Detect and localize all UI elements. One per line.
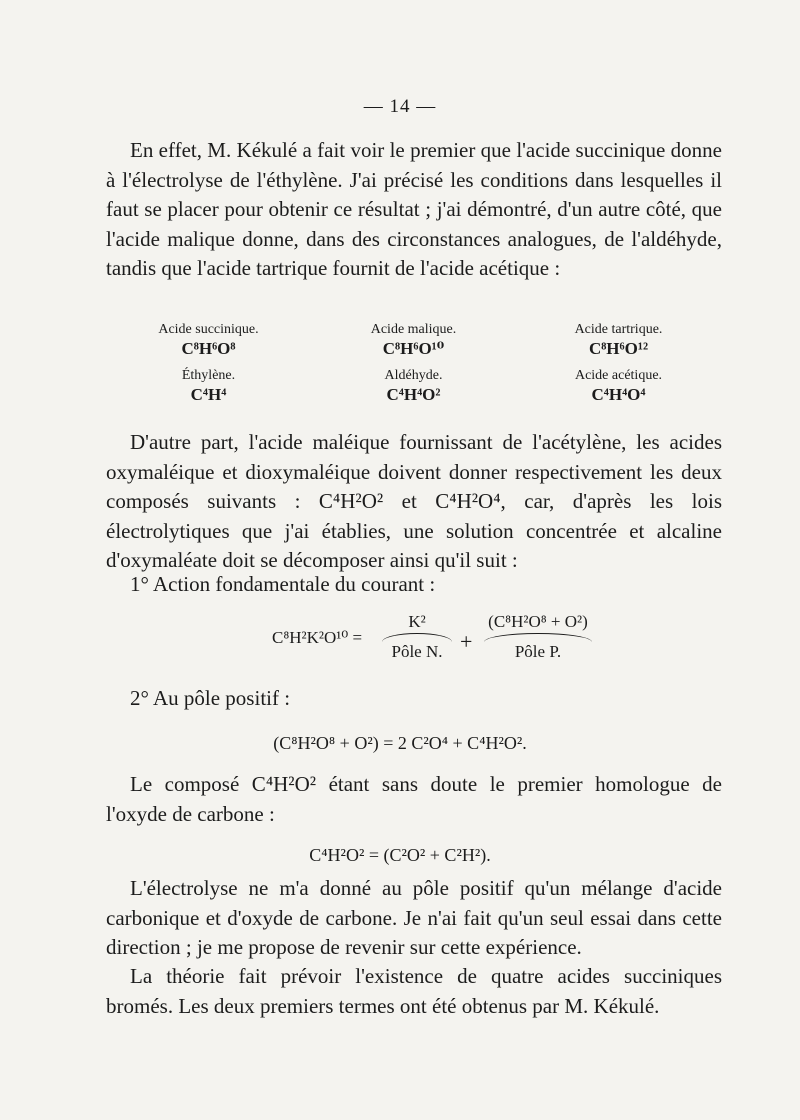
table-name: Acide tartrique. [574,322,663,337]
paragraph-5 [106,962,722,1021]
paragraph-2 [106,428,722,576]
table-name: Acide acétique. [574,368,663,383]
brace-icon [382,633,452,642]
paragraph-4-text: L'électrolyse ne m'a donné au pôle positif qu'un mélange d'acide carbonique et d'oxyde de carbone. Je n'ai fait qu'un seul essai dans cette direction ; je me propose de revenir sur cette expérience. [106,876,722,959]
table-name: Acide succinique. [158,322,259,337]
equation-1-cathode-top: K² [408,612,426,631]
table-formula: C⁴H⁴ [190,385,227,404]
table-col-succinic [106,322,311,406]
table-formula: C⁴H⁴O² [386,385,441,404]
paragraph-4 [106,874,722,963]
paragraph-1 [106,136,722,284]
table-name: Acide malique. [370,322,457,337]
equation-1-plus: + [460,629,473,654]
paragraph-1-text: En effet, M. Kékulé a fait voir le premier que l'acide succinique donne à l'électrolyse de l'éthylène. J'ai précisé les conditions dans lesquelles il faut se placer pour obtenir ce résultat ; j'ai démontré, d'un autre côté, que l'acide malique donne, dans des circonstances analogues, de l'aldéhyde, tandis que l'acide tartrique fournit de l'acide acétique : [106,138,722,280]
table-formula: C⁴H⁴O⁴ [591,385,646,404]
table-formula: C⁸H⁶O¹² [588,339,649,358]
table-formula: C⁸H⁶O⁸ [181,339,236,358]
equation-1-anode-top: (C⁸H²O⁸ + O²) [488,612,588,631]
paragraph-2-text: D'autre part, l'acide maléique fournissant de l'acétylène, les acides oxymaléique et dioxymaléique doivent donner respectivement les deux composés suivants : C⁴H²O² et C⁴H²O⁴, car, d'après les lois électrolytiques que j'ai établies, une solution concentrée et alcaline d'oxymaléate doit se décomposer ainsi qu'il suit : [106,430,722,572]
equation-1-lhs: C⁸H²K²O¹⁰ = [272,628,363,647]
equation-2: (C⁸H²O⁸ + O²) = 2 C²O⁴ + C⁴H²O². [273,733,527,753]
table-col-malic [311,322,516,406]
table-formula: C⁸H⁶O¹⁰ [382,339,445,358]
table-col-tartaric [516,322,721,406]
page-number: — 14 — [363,96,437,117]
table-name: Aldéhyde. [384,368,443,383]
brace-icon [484,633,592,642]
table-name: Éthylène. [181,368,236,383]
step-2-heading: 2° Au pôle positif : [130,686,291,710]
equation-3: C⁴H²O² = (C²O² + C²H²). [309,845,491,865]
paragraph-5-text: La théorie fait prévoir l'existence de quatre acides succiniques bromés. Les deux premiers termes ont été obtenus par M. Kékulé. [106,964,722,1018]
equation-1-anode-group [480,612,596,662]
equation-1-cathode-group [378,612,456,662]
paragraph-3-text: Le composé C⁴H²O² étant sans doute le premier homologue de l'oxyde de carbone : [106,772,722,826]
equation-1-anode-bottom: Pôle P. [514,642,562,661]
equation-1-cathode-bottom: Pôle N. [391,642,443,661]
step-1-heading: 1° Action fondamentale du courant : [130,572,436,596]
paragraph-3 [106,770,722,829]
